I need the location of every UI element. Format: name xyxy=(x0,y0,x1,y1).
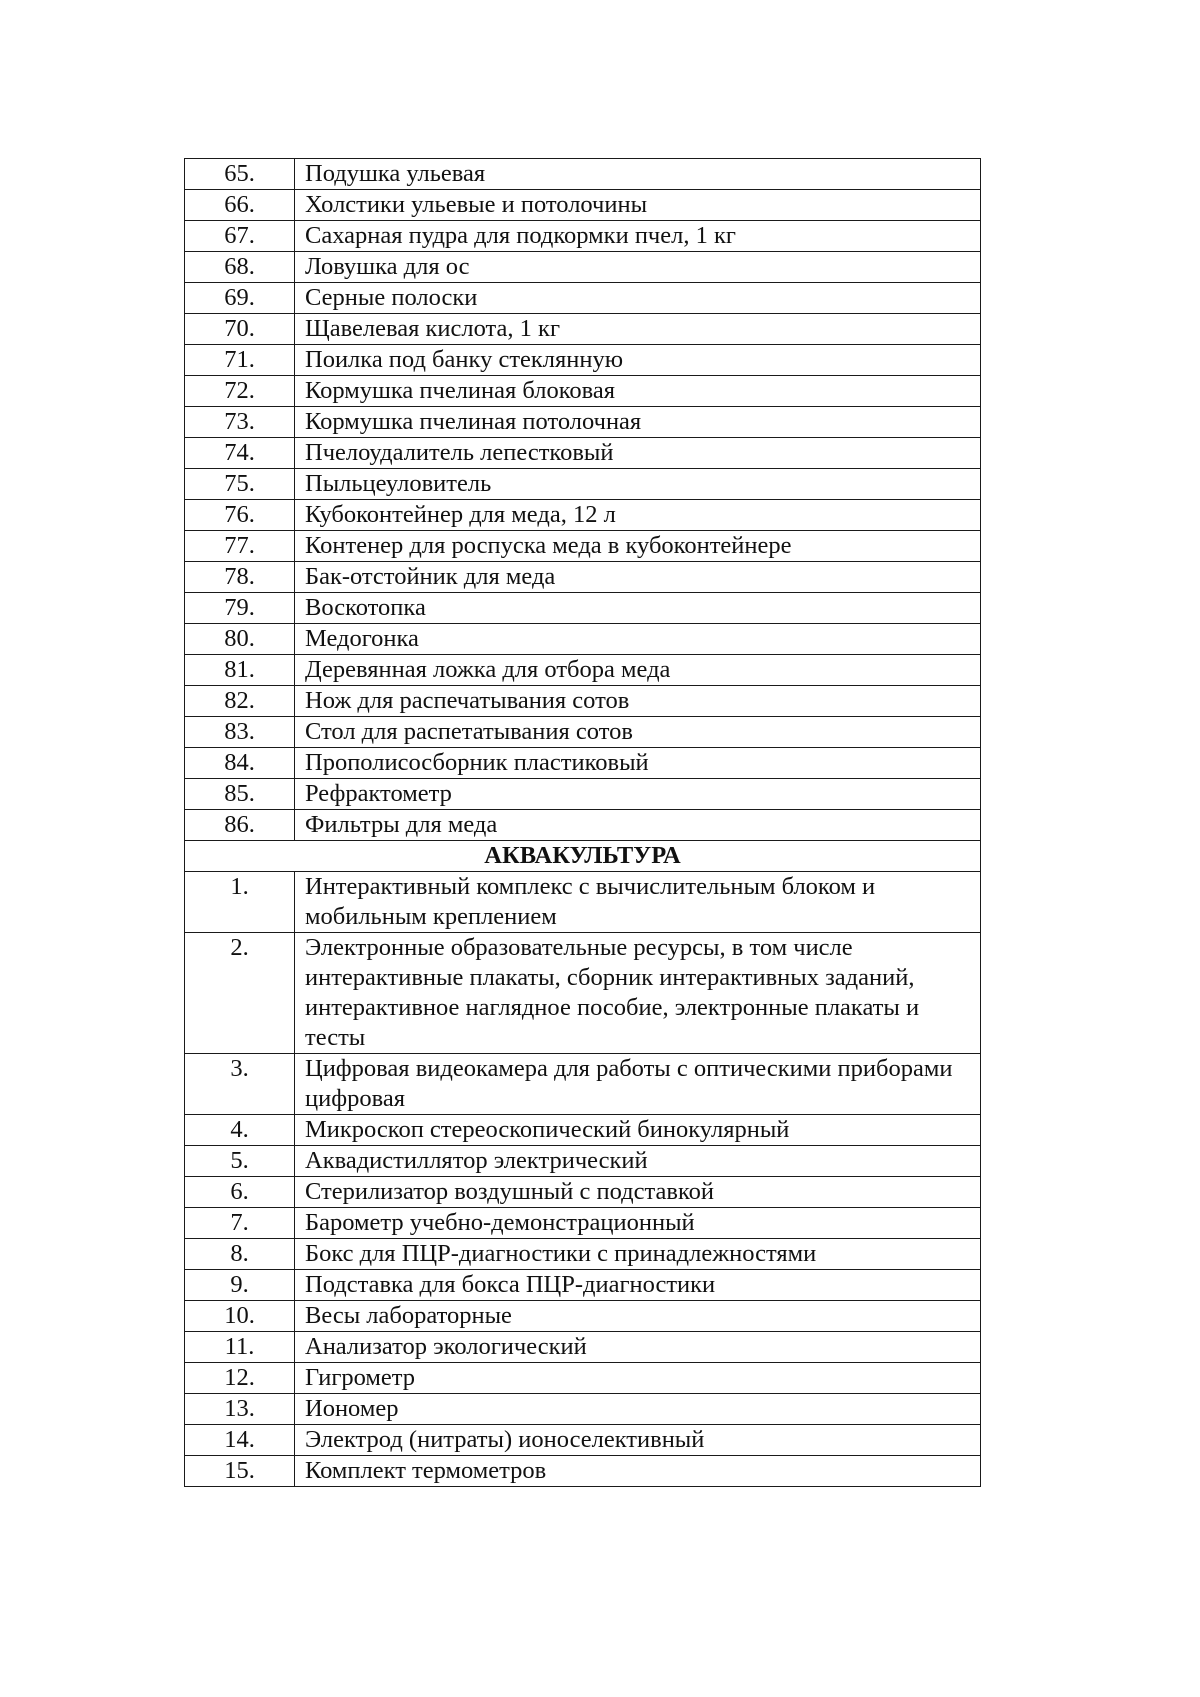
table-row xyxy=(185,1177,981,1208)
table-row xyxy=(185,1363,981,1394)
row-item-name: Прополисосборник пластиковый xyxy=(295,748,981,779)
row-number: 72. xyxy=(185,376,295,407)
equipment-table xyxy=(184,158,981,1487)
table-row xyxy=(185,407,981,438)
table-row xyxy=(185,438,981,469)
row-item-name: Щавелевая кислота, 1 кг xyxy=(295,314,981,345)
row-number: 77. xyxy=(185,531,295,562)
row-item-name: Пчелоудалитель лепестковый xyxy=(295,438,981,469)
row-item-name: Воскотопка xyxy=(295,593,981,624)
row-item-name: Бак-отстойник для меда xyxy=(295,562,981,593)
row-item-name: Бокс для ПЦР-диагностики с принадлежностями xyxy=(295,1239,981,1270)
table-row xyxy=(185,748,981,779)
row-item-name: Холстики ульевые и потолочины xyxy=(295,190,981,221)
row-item-name: Интерактивный комплекс с вычислительным блоком и мобильным креплением xyxy=(295,872,981,933)
row-item-name: Стерилизатор воздушный с подставкой xyxy=(295,1177,981,1208)
row-number: 75. xyxy=(185,469,295,500)
table-row xyxy=(185,624,981,655)
row-number: 70. xyxy=(185,314,295,345)
table-row xyxy=(185,345,981,376)
row-item-name: Электрод (нитраты) ионоселективный xyxy=(295,1425,981,1456)
table-row xyxy=(185,159,981,190)
table-row xyxy=(185,1456,981,1487)
section-header-row xyxy=(185,841,981,872)
table-row xyxy=(185,531,981,562)
row-number: 66. xyxy=(185,190,295,221)
row-item-name: Цифровая видеокамера для работы с оптическими приборами цифровая xyxy=(295,1054,981,1115)
section-title: АКВАКУЛЬТУРА xyxy=(185,841,981,872)
row-item-name: Пыльцеуловитель xyxy=(295,469,981,500)
row-item-name: Стол для распетатывания сотов xyxy=(295,717,981,748)
row-number: 14. xyxy=(185,1425,295,1456)
row-number: 13. xyxy=(185,1394,295,1425)
row-number: 7. xyxy=(185,1208,295,1239)
table-row xyxy=(185,655,981,686)
row-item-name: Кубоконтейнер для меда, 12 л xyxy=(295,500,981,531)
row-number: 86. xyxy=(185,810,295,841)
row-item-name: Весы лабораторные xyxy=(295,1301,981,1332)
row-number: 84. xyxy=(185,748,295,779)
row-number: 73. xyxy=(185,407,295,438)
table-row xyxy=(185,500,981,531)
row-number: 15. xyxy=(185,1456,295,1487)
row-number: 80. xyxy=(185,624,295,655)
table-row xyxy=(185,717,981,748)
row-item-name: Гигрометр xyxy=(295,1363,981,1394)
table-row xyxy=(185,1208,981,1239)
row-number: 4. xyxy=(185,1115,295,1146)
table-row xyxy=(185,1146,981,1177)
table-row xyxy=(185,562,981,593)
row-number: 67. xyxy=(185,221,295,252)
row-number: 5. xyxy=(185,1146,295,1177)
table-row xyxy=(185,283,981,314)
row-number: 79. xyxy=(185,593,295,624)
row-item-name: Кормушка пчелиная потолочная xyxy=(295,407,981,438)
row-item-name: Рефрактометр xyxy=(295,779,981,810)
row-number: 76. xyxy=(185,500,295,531)
row-number: 69. xyxy=(185,283,295,314)
row-item-name: Электронные образовательные ресурсы, в том числе интерактивные плакаты, сборник интерактивных заданий, интерактивное наглядное пособие, электронные плакаты и тесты xyxy=(295,933,981,1054)
table-row xyxy=(185,376,981,407)
row-number: 1. xyxy=(185,872,295,933)
table-row xyxy=(185,872,981,933)
table-row xyxy=(185,686,981,717)
table-row xyxy=(185,593,981,624)
row-item-name: Подушка ульевая xyxy=(295,159,981,190)
table-row xyxy=(185,1394,981,1425)
row-number: 3. xyxy=(185,1054,295,1115)
row-item-name: Контенер для роспуска меда в кубоконтейнере xyxy=(295,531,981,562)
row-item-name: Комплект термометров xyxy=(295,1456,981,1487)
row-number: 83. xyxy=(185,717,295,748)
row-item-name: Ловушка для ос xyxy=(295,252,981,283)
row-item-name: Деревянная ложка для отбора меда xyxy=(295,655,981,686)
row-number: 12. xyxy=(185,1363,295,1394)
table-row xyxy=(185,1115,981,1146)
row-number: 10. xyxy=(185,1301,295,1332)
row-number: 9. xyxy=(185,1270,295,1301)
row-number: 11. xyxy=(185,1332,295,1363)
row-item-name: Кормушка пчелиная блоковая xyxy=(295,376,981,407)
table-row xyxy=(185,1301,981,1332)
row-number: 78. xyxy=(185,562,295,593)
row-item-name: Анализатор экологический xyxy=(295,1332,981,1363)
table-row xyxy=(185,810,981,841)
row-number: 81. xyxy=(185,655,295,686)
row-number: 8. xyxy=(185,1239,295,1270)
table-row xyxy=(185,1239,981,1270)
table-row xyxy=(185,469,981,500)
table-row xyxy=(185,1332,981,1363)
row-number: 2. xyxy=(185,933,295,1054)
table-row xyxy=(185,252,981,283)
row-number: 74. xyxy=(185,438,295,469)
row-item-name: Медогонка xyxy=(295,624,981,655)
table-row xyxy=(185,221,981,252)
row-item-name: Поилка под банку стеклянную xyxy=(295,345,981,376)
table-row xyxy=(185,190,981,221)
row-number: 6. xyxy=(185,1177,295,1208)
table-row xyxy=(185,1425,981,1456)
row-number: 68. xyxy=(185,252,295,283)
row-item-name: Серные полоски xyxy=(295,283,981,314)
table-row xyxy=(185,779,981,810)
row-item-name: Микроскоп стереоскопический бинокулярный xyxy=(295,1115,981,1146)
table-row xyxy=(185,1054,981,1115)
row-number: 65. xyxy=(185,159,295,190)
row-number: 85. xyxy=(185,779,295,810)
table-row xyxy=(185,933,981,1054)
row-number: 82. xyxy=(185,686,295,717)
row-item-name: Нож для распечатывания сотов xyxy=(295,686,981,717)
row-item-name: Аквадистиллятор электрический xyxy=(295,1146,981,1177)
table-body xyxy=(185,159,981,1487)
row-item-name: Барометр учебно-демонстрационный xyxy=(295,1208,981,1239)
row-item-name: Фильтры для меда xyxy=(295,810,981,841)
row-number: 71. xyxy=(185,345,295,376)
row-item-name: Сахарная пудра для подкормки пчел, 1 кг xyxy=(295,221,981,252)
table-row xyxy=(185,1270,981,1301)
row-item-name: Подставка для бокса ПЦР-диагностики xyxy=(295,1270,981,1301)
row-item-name: Иономер xyxy=(295,1394,981,1425)
table-row xyxy=(185,314,981,345)
